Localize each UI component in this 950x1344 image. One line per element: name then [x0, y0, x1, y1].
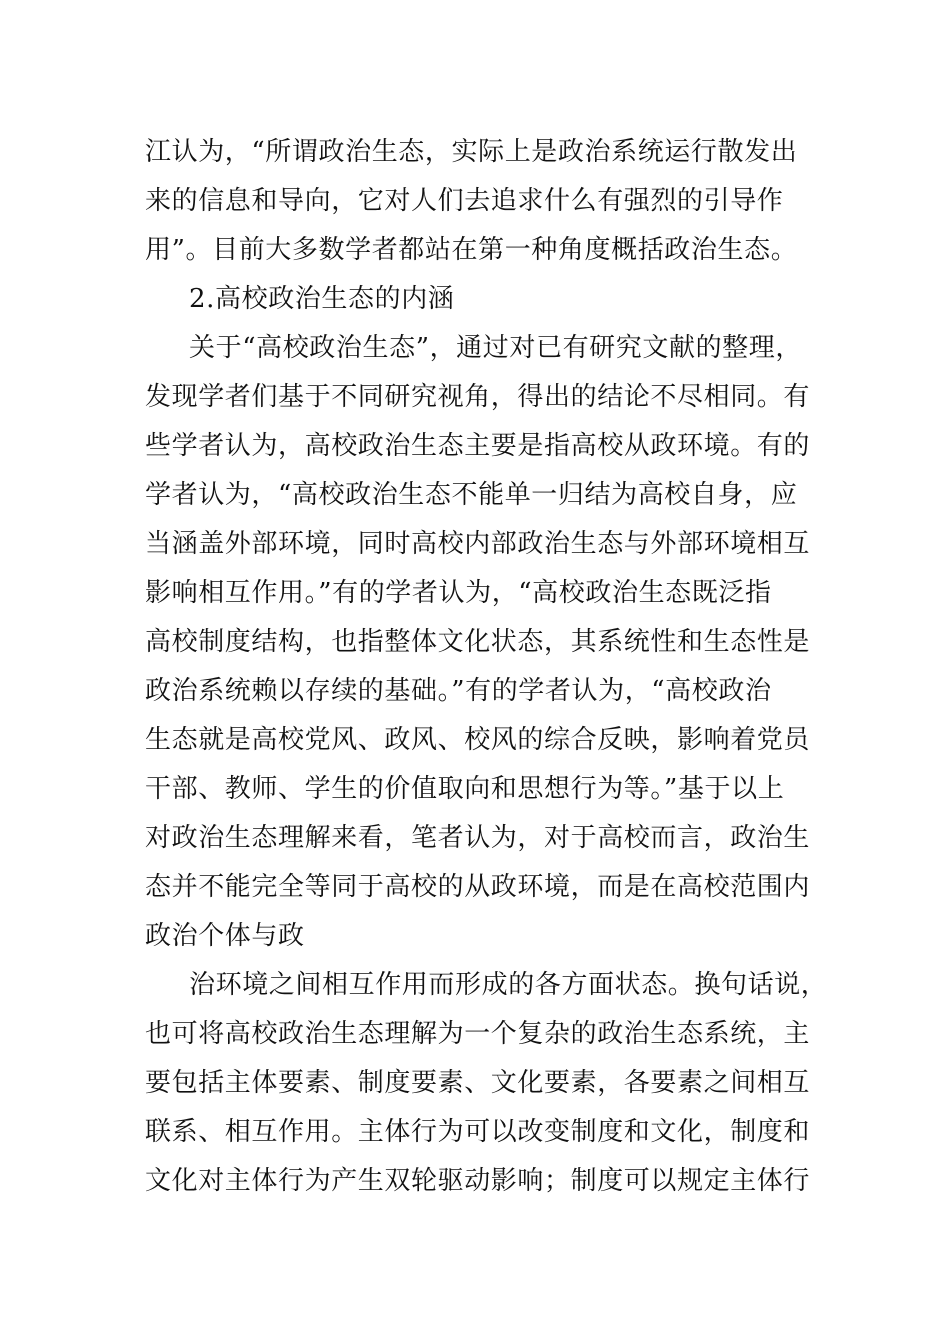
section-heading: 2.高校政治生态的内涵 [189, 284, 455, 314]
text-line: 学者认为，“高校政治生态不能单一归结为高校自身，应 [145, 480, 798, 510]
text-line: 生态就是高校党风、政风、校风的综合反映，影响着党员 [145, 725, 811, 755]
text-line: 态并不能完全等同于高校的从政环境，而是在高校范围内 [145, 872, 811, 902]
text-line: 政治个体与政 [145, 921, 305, 951]
text-line: 也可将高校政治生态理解为一个复杂的政治生态系统，主 [145, 1019, 811, 1049]
text-line: 用”。目前大多数学者都站在第一种角度概括政治生态。 [145, 235, 798, 265]
text-line: 联系、相互作用。主体行为可以改变制度和文化，制度和 [145, 1117, 811, 1147]
text-line: 江认为，“所谓政治生态，实际上是政治系统运行散发出 [145, 137, 798, 167]
text-line: 治环境之间相互作用而形成的各方面状态。换句话说， [189, 970, 828, 1000]
text-line: 些学者认为，高校政治生态主要是指高校从政环境。有的 [145, 431, 811, 461]
text-line: 对政治生态理解来看，笔者认为，对于高校而言，政治生 [145, 823, 811, 853]
text-line: 来的信息和导向，它对人们去追求什么有强烈的引导作 [145, 186, 784, 216]
text-line: 政治系统赖以存续的基础。”有的学者认为，“高校政治 [145, 676, 772, 706]
text-line: 影响相互作用。”有的学者认为，“高校政治生态既泛指 [145, 578, 772, 608]
text-line: 高校制度结构，也指整体文化状态，其系统性和生态性是 [145, 627, 811, 657]
text-line: 干部、教师、学生的价值取向和思想行为等。”基于以上 [145, 774, 785, 804]
body-text [145, 128, 828, 1206]
text-line: 当涵盖外部环境，同时高校内部政治生态与外部环境相互 [145, 529, 811, 559]
text-line: 文化对主体行为产生双轮驱动影响；制度可以规定主体行 [145, 1166, 811, 1196]
text-line: 要包括主体要素、制度要素、文化要素，各要素之间相互 [145, 1068, 811, 1098]
text-line: 发现学者们基于不同研究视角，得出的结论不尽相同。有 [145, 382, 811, 412]
text-line: 关于“高校政治生态”，通过对已有研究文献的整理， [189, 333, 802, 363]
